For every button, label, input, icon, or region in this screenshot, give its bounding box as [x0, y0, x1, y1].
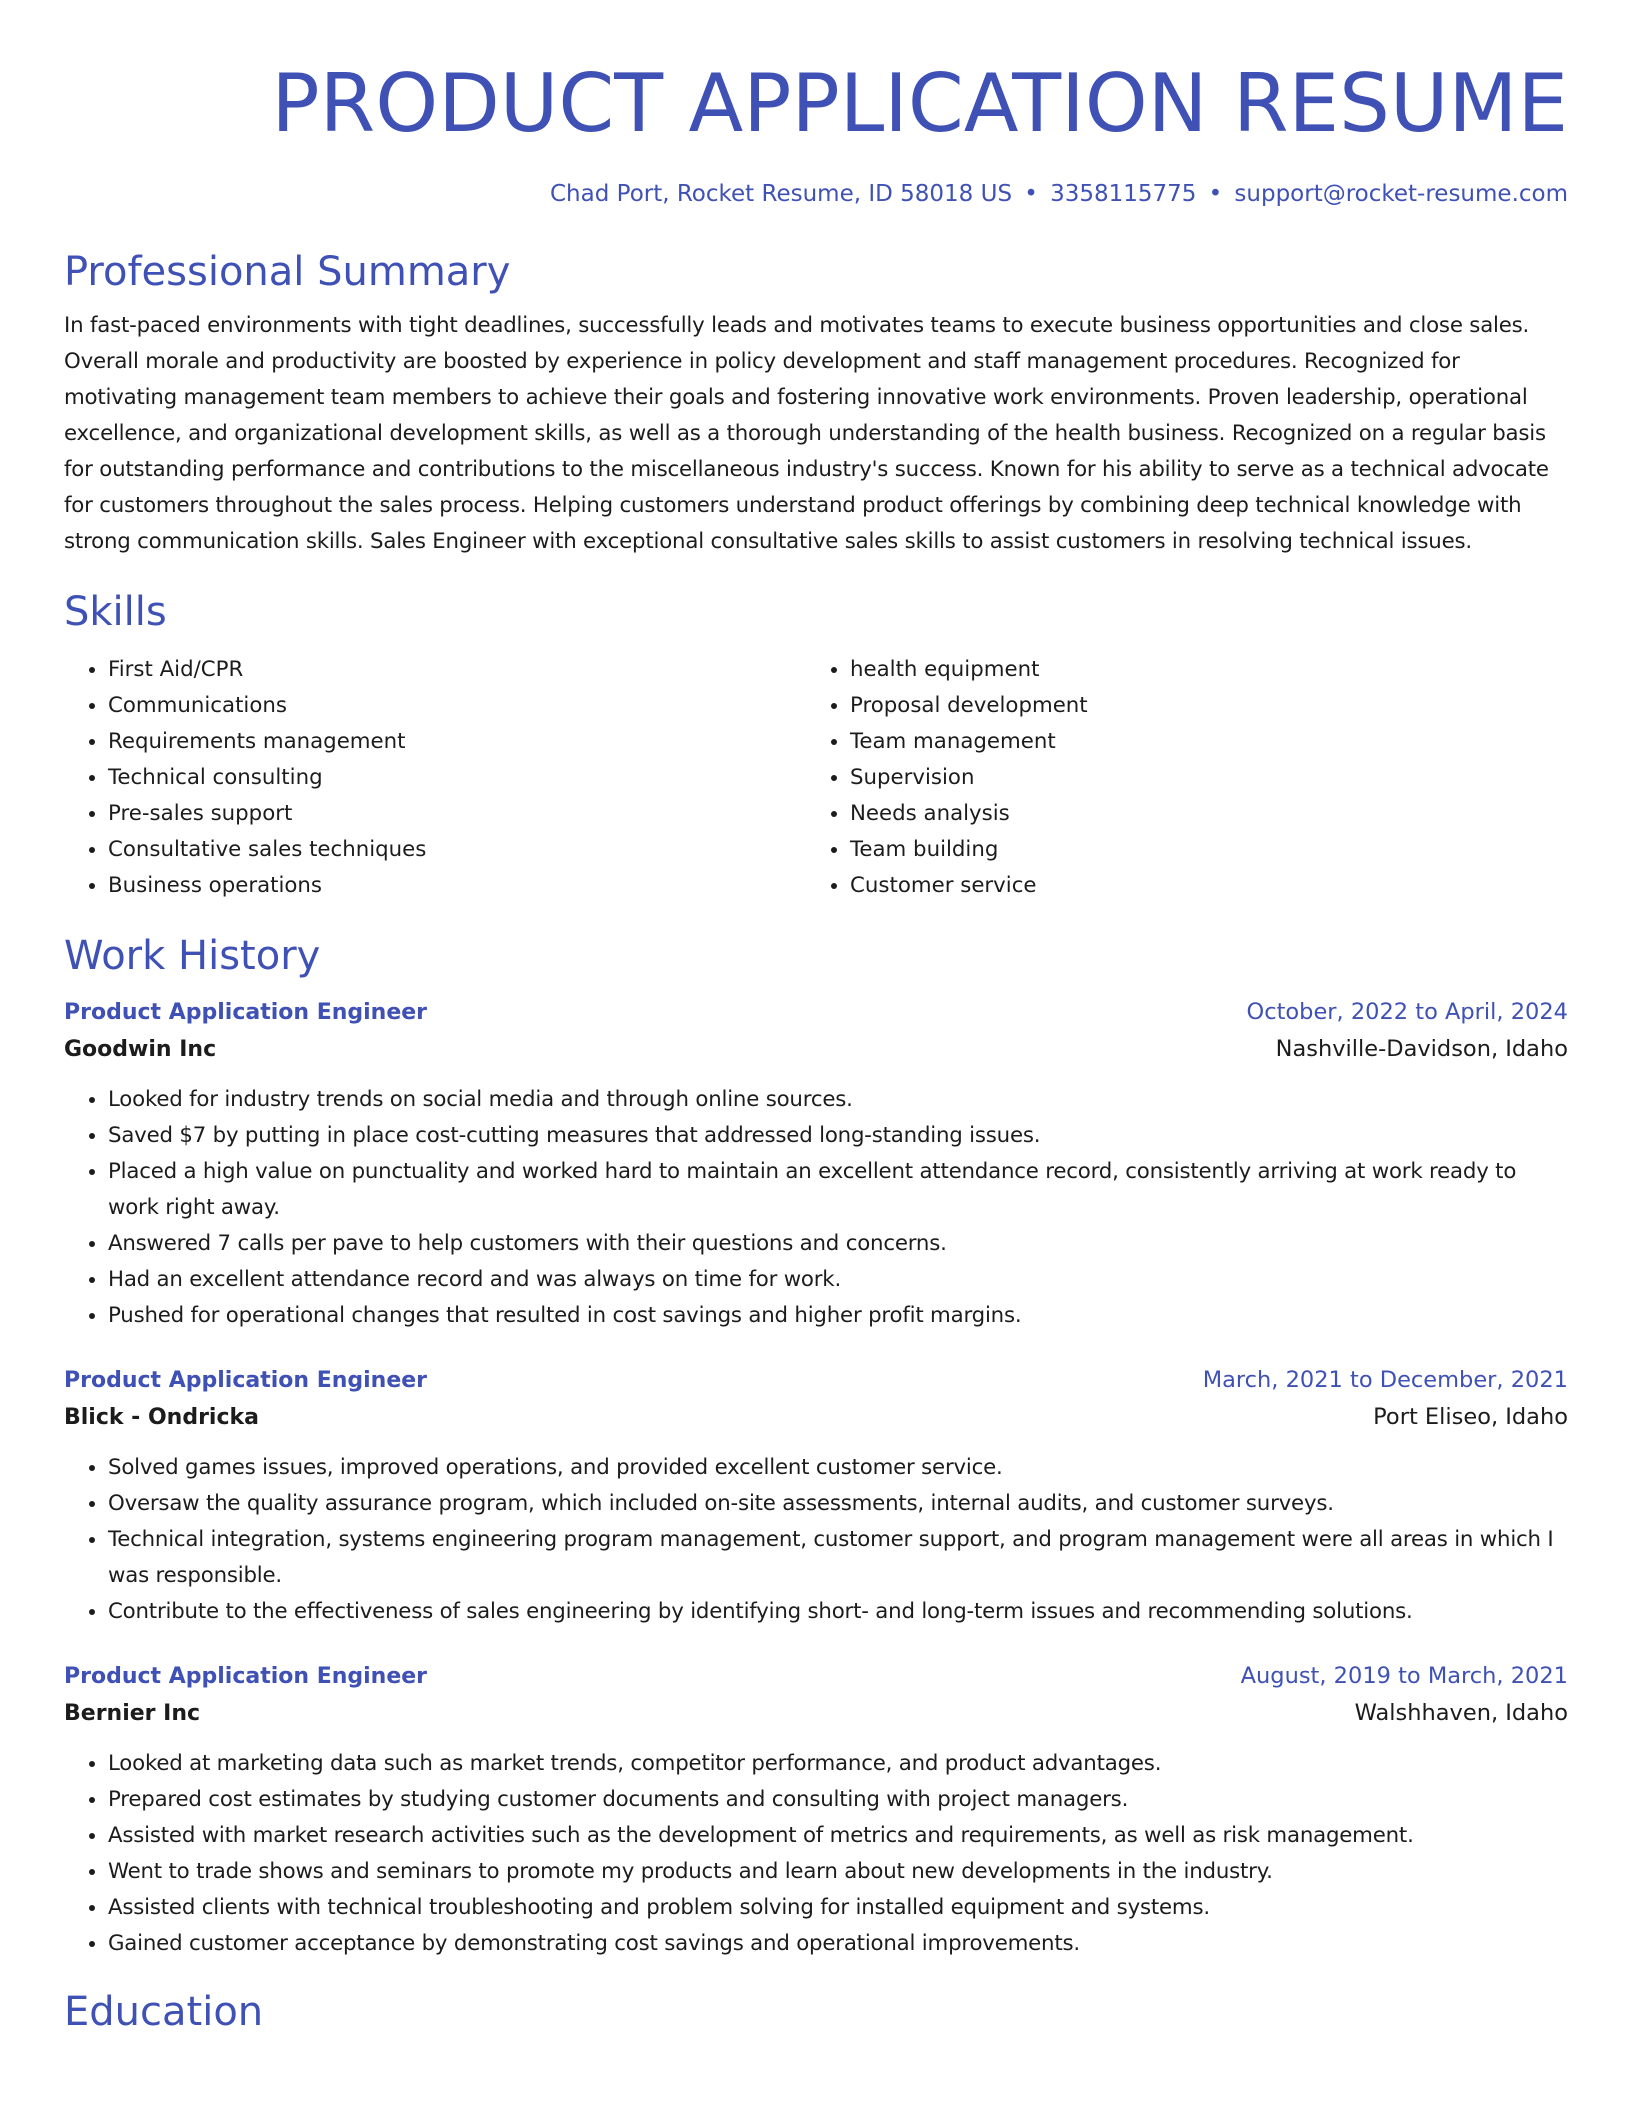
job-bullet: • Prepared cost estimates by studying customer documents and consulting with project managers. — [108, 1782, 1568, 1818]
job-bullet: • Assisted with market research activities such as the development of metrics and requirements, as well as risk management. — [108, 1818, 1568, 1854]
job-entry — [64, 994, 1568, 1334]
skill-item: • Team building — [850, 832, 1566, 868]
job-bullet: • Oversaw the quality assurance program, which included on-site assessments, internal audits, and customer surveys. — [108, 1486, 1568, 1522]
job-bullet: • Contribute to the effectiveness of sales engineering by identifying short- and long-term issues and recommending solutions. — [108, 1594, 1568, 1630]
contact-phone: 3358115775 — [1050, 181, 1197, 207]
skills-column-right — [806, 652, 1566, 904]
job-bullets — [64, 1746, 1568, 1962]
skill-item: • Team management — [850, 724, 1566, 760]
job-bullet: • Had an excellent attendance record and was always on time for work. — [108, 1262, 1568, 1298]
job-header-row — [64, 1658, 1568, 1695]
job-company: Blick - Ondricka — [64, 1405, 259, 1430]
job-bullet: • Answered 7 calls per pave to help customers with their questions and concerns. — [108, 1226, 1568, 1262]
job-bullet: • Pushed for operational changes that resulted in cost savings and higher profit margins. — [108, 1298, 1568, 1334]
contact-separator: • — [1208, 181, 1223, 207]
skill-item: • Consultative sales techniques — [108, 832, 806, 868]
job-header-row — [64, 1362, 1568, 1399]
job-bullets — [64, 1450, 1568, 1630]
contact-separator: • — [1024, 181, 1038, 207]
skill-item: • Technical consulting — [108, 760, 806, 796]
work-history-heading: Work History — [64, 933, 321, 979]
job-location: Nashville-Davidson, Idaho — [1275, 1036, 1568, 1062]
job-title: Product Application Engineer — [64, 1664, 428, 1689]
job-bullet: • Assisted clients with technical troubleshooting and problem solving for installed equipment and systems. — [108, 1890, 1568, 1926]
job-location: Port Eliseo, Idaho — [1373, 1404, 1568, 1430]
job-bullet: • Placed a high value on punctuality and worked hard to maintain an excellent attendance record, consistently arriving at work ready to work right away. — [108, 1154, 1568, 1226]
summary-heading: Professional Summary — [64, 249, 511, 295]
job-title: Product Application Engineer — [64, 1000, 428, 1025]
skill-item: • Customer service — [850, 868, 1566, 904]
job-dates: August, 2019 to March, 2021 — [1240, 1663, 1568, 1689]
contact-address: Chad Port, Rocket Resume, ID 58018 US — [550, 181, 1013, 207]
job-location: Walshhaven, Idaho — [1354, 1700, 1568, 1726]
resume-page — [64, 0, 1568, 2036]
job-title: Product Application Engineer — [64, 1368, 428, 1393]
education-heading: Education — [64, 1989, 264, 2035]
skill-item: • First Aid/CPR — [108, 652, 806, 688]
skills-list — [64, 652, 1568, 904]
job-company: Bernier Inc — [64, 1701, 201, 1726]
job-dates: October, 2022 to April, 2024 — [1246, 999, 1568, 1025]
job-entry — [64, 1658, 1568, 1962]
job-bullet: • Solved games issues, improved operations, and provided excellent customer service. — [108, 1450, 1568, 1486]
job-dates: March, 2021 to December, 2021 — [1202, 1367, 1568, 1393]
job-company-row — [64, 1399, 1568, 1436]
skills-column-left — [64, 652, 806, 904]
job-entry — [64, 1362, 1568, 1630]
job-bullet: • Looked for industry trends on social media and through online sources. — [108, 1082, 1568, 1118]
job-bullet: • Gained customer acceptance by demonstrating cost savings and operational improvements. — [108, 1926, 1568, 1962]
job-bullet: • Looked at marketing data such as market trends, competitor performance, and product advantages. — [108, 1746, 1568, 1782]
skill-item: • Pre-sales support — [108, 796, 806, 832]
summary-text: In fast-paced environments with tight deadlines, successfully leads and motivates teams to execute business opportunities and close sales. Overall morale and productivity are boosted by experience in policy development and staff management procedures. Recognized for motivating management team members to achieve their goals and fostering innovative work environments. Proven leadership, operational excellence, and organizational development skills, as well as a thorough understanding of the health business. Recognized on a regular basis for outstanding performance and contributions to the miscellaneous industry's success. Known for his ability to serve as a technical advocate for customers throughout the sales process. Helping customers understand product offerings by combining deep technical knowledge with strong communication skills. Sales Engineer with exceptional consultative sales skills to assist customers in resolving technical issues. — [64, 313, 1549, 554]
job-header-row — [64, 994, 1568, 1031]
job-company-row — [64, 1031, 1568, 1068]
job-bullets — [64, 1082, 1568, 1334]
skill-item: • Supervision — [850, 760, 1566, 796]
skill-item: • Business operations — [108, 868, 806, 904]
job-bullet: • Technical integration, systems engineering program management, customer support, and program management were all areas in which I was responsible. — [108, 1522, 1568, 1594]
job-company: Goodwin Inc — [64, 1037, 217, 1062]
job-company-row — [64, 1695, 1568, 1732]
skill-item: • Requirements management — [108, 724, 806, 760]
contact-line — [64, 178, 1568, 210]
skill-item: • Communications — [108, 688, 806, 724]
contact-email[interactable]: support@rocket-resume.com — [1234, 181, 1568, 207]
job-bullet: • Went to trade shows and seminars to promote my products and learn about new developments in the industry. — [108, 1854, 1568, 1890]
job-bullet: • Saved $7 by putting in place cost-cutting measures that addressed long-standing issues. — [108, 1118, 1568, 1154]
resume-title: PRODUCT APPLICATION RESUME — [271, 57, 1568, 150]
skill-item: • health equipment — [850, 652, 1566, 688]
skills-heading: Skills — [64, 589, 167, 635]
skill-item: • Needs analysis — [850, 796, 1566, 832]
skill-item: • Proposal development — [850, 688, 1566, 724]
